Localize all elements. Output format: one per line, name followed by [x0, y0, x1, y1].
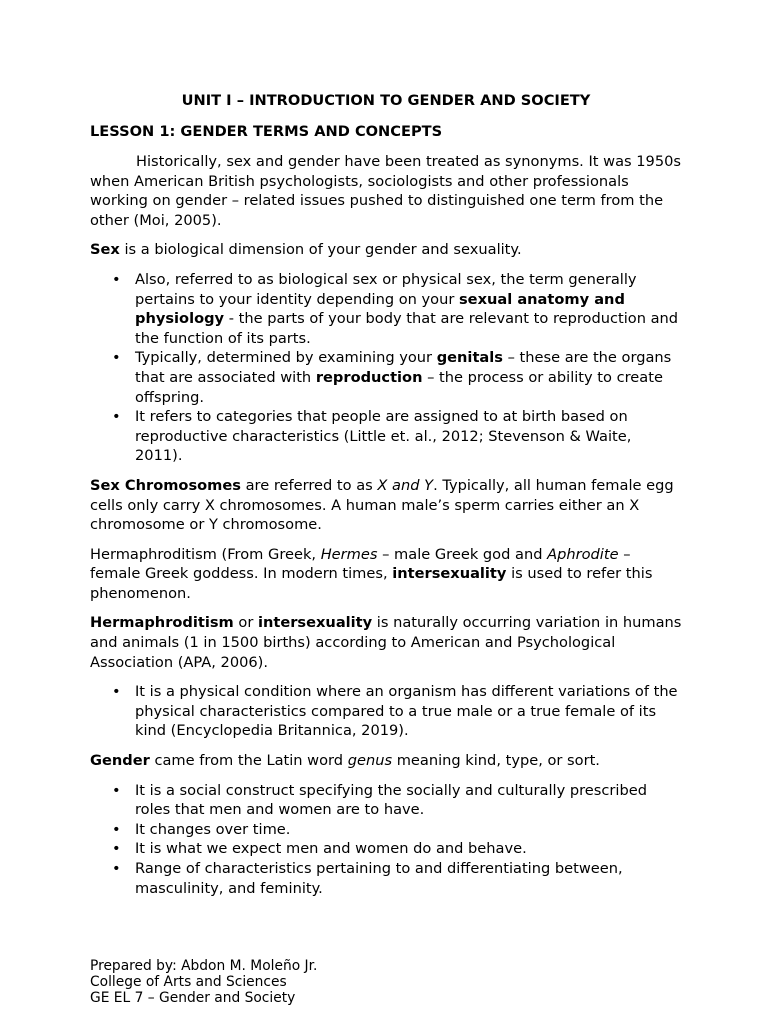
list-item [135, 270, 682, 348]
bold-term: intersexuality [392, 565, 507, 583]
footer-course: GE EL 7 – Gender and Society [90, 990, 296, 1007]
sex-definition-text: is a biological dimension of your gender and sexuality. [119, 241, 522, 259]
footer-college: College of Arts and Sciences [90, 974, 287, 991]
bold-term: reproduction [315, 368, 423, 386]
paragraph-text: – female Greek goddess. In modern times, [90, 545, 631, 583]
gender-definition [90, 751, 682, 771]
sex-term: Sex [90, 241, 120, 259]
bullet-text: – these are the organs that are associated with [135, 349, 672, 386]
italic-term: Hermes [320, 545, 378, 563]
italic-term: Aphrodite [547, 545, 619, 563]
hermaphroditism-origin-paragraph [90, 545, 682, 604]
italic-term: genus [347, 752, 393, 770]
document-page [90, 90, 682, 908]
list-item: • It is a social construct specifying the socially and culturally prescribed roles that men and women are to have. [135, 781, 682, 820]
sex-bullet-list [90, 270, 682, 466]
paragraph-text: meaning kind, type, or sort. [392, 752, 600, 770]
paragraph-text: came from the Latin word [149, 752, 348, 770]
gender-bullet-list [90, 781, 682, 899]
list-item: • It refers to categories that people are assigned to at birth based on reproductive characteristics (Little et. al., 2012; Stevenson & Waite, 2011). [135, 407, 682, 466]
sex-definition [90, 240, 682, 260]
bold-term: Hermaphroditism [90, 614, 234, 632]
italic-term: X and Y [377, 476, 434, 494]
bullet-text: Typically, determined by examining your [135, 349, 437, 367]
unit-title: UNIT I – INTRODUCTION TO GENDER AND SOCIETY [181, 92, 591, 109]
list-item: • It is a physical condition where an organism has different variations of the physical characteristics compared to a true male or a true female of its kind (Encyclopedia Britannica, 2019). [135, 682, 682, 741]
sex-chromosomes-paragraph [90, 476, 682, 535]
hermaphroditism-bullet-list [90, 682, 682, 741]
bullet-text: Also, referred to as biological sex or physical sex, the term generally pertains to your identity depending on your [135, 270, 637, 308]
hermaphroditism-definition-paragraph [90, 613, 682, 672]
bullet-text: – the process or ability to create offspring. [135, 368, 663, 406]
paragraph-text: is used to refer this phenomenon. [90, 565, 653, 602]
bold-term: Gender [90, 752, 150, 770]
intro-paragraph: Historically, sex and gender have been treated as synonyms. It was 1950s when American British psychologists, sociologists and other professionals working on gender – related issues pushed to distinguished one term from the other (Moi, 2005). [90, 153, 681, 229]
list-item: • It is what we expect men and women do and behave. [135, 839, 682, 859]
paragraph-text: or [233, 614, 258, 632]
paragraph-text: is naturally occurring variation in humans and animals (1 in 1500 births) according to American and Psychological Association (APA, 2006). [90, 614, 682, 671]
lesson-title: LESSON 1: GENDER TERMS AND CONCEPTS [90, 123, 443, 140]
bold-term: genitals [436, 349, 503, 367]
bold-term: sexual anatomy and physiology [135, 290, 625, 328]
list-item [135, 348, 682, 407]
bullet-text: - the parts of your body that are relevant to reproduction and the function of its parts. [135, 310, 679, 347]
list-item: • Range of characteristics pertaining to and differentiating between, masculinity, and feminity. [135, 859, 682, 898]
footer [90, 958, 317, 1007]
paragraph-text: are referred to as [240, 476, 378, 494]
list-item: • It changes over time. [135, 820, 682, 840]
paragraph-text: . Typically, all human female egg cells only carry X chromosomes. A human male’s sperm carries either an X chromosome or Y chromosome. [90, 476, 674, 534]
bold-term: Sex Chromosomes [90, 476, 241, 494]
paragraph-text: – male Greek god and [377, 545, 548, 563]
footer-prepared-by: Prepared by: Abdon M. Moleño Jr. [90, 958, 318, 974]
bold-term: intersexuality [257, 614, 373, 632]
paragraph-text: Hermaphroditism (From Greek, [90, 545, 321, 563]
